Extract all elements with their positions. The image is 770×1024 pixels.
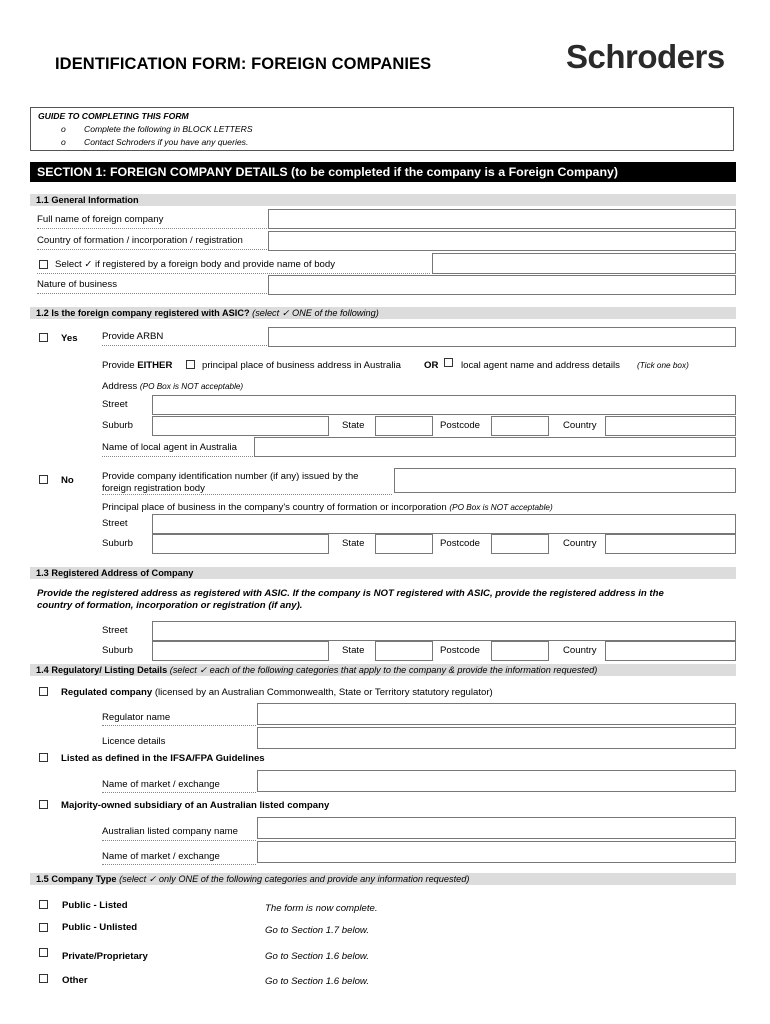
guide-heading: GUIDE TO COMPLETING THIS FORM [38,111,189,121]
divider [37,273,430,274]
schroders-logo: Schroders [566,38,725,75]
foreign-body-input[interactable] [432,253,736,274]
guide-item: Contact Schroders if you have any queries. [84,137,249,147]
country-input[interactable] [605,416,736,436]
divider [102,840,256,841]
full-name-input[interactable] [268,209,736,229]
suburb-label: Suburb [102,538,133,549]
section-1-2-title: 1.2 Is the foreign company registered with ASIC? [36,308,250,318]
state-input[interactable] [375,534,433,554]
street-input[interactable] [152,514,736,534]
type-note: Go to Section 1.6 below. [265,951,369,962]
regulator-name-input[interactable] [257,703,736,725]
bullet: o [61,137,66,147]
yes-checkbox[interactable] [39,333,48,342]
regulated-label: Regulated company [61,687,153,698]
type-label: Other [62,975,88,986]
type-checkbox[interactable] [39,923,48,932]
postcode-input[interactable] [491,534,549,554]
aus-listed-input[interactable] [257,817,736,839]
arbn-label: Provide ARBN [102,331,164,342]
provide-text: Provide [102,360,135,371]
nature-input[interactable] [268,275,736,295]
either-text: EITHER [137,360,173,371]
ppb-checkbox[interactable] [186,360,195,369]
company-id-input[interactable] [394,468,736,493]
type-note: Go to Section 1.6 below. [265,976,369,987]
ppb-label: principal place of business address in Australia [202,360,401,371]
country-label: Country [563,538,597,549]
divider [102,792,256,793]
street-input[interactable] [152,621,736,641]
section-1-1-header: 1.1 General Information [30,194,736,206]
no-label: No [61,475,74,486]
section-1-4-title: 1.4 Regulatory/ Listing Details [36,665,168,675]
state-input[interactable] [375,641,433,661]
divider [37,293,267,294]
tick-one-note: (Tick one box) [637,361,689,370]
type-checkbox[interactable] [39,948,48,957]
licence-input[interactable] [257,727,736,749]
suburb-input[interactable] [152,641,329,661]
type-label: Public - Listed [62,900,128,911]
majority-label: Majority-owned subsidiary of an Australian listed company [61,800,330,811]
postcode-input[interactable] [491,416,549,436]
local-agent-label: Name of local agent in Australia [102,442,237,453]
yes-label: Yes [61,333,78,344]
nature-label: Nature of business [37,279,117,290]
section-1-5-header [30,873,736,885]
address-label: Address [102,381,138,392]
country-input[interactable] [605,534,736,554]
agent-checkbox[interactable] [444,358,453,367]
country-label: Country [563,420,597,431]
majority-checkbox[interactable] [39,800,48,809]
divider [37,249,267,250]
postcode-input[interactable] [491,641,549,661]
ppb-formation-line [102,502,553,513]
country-input[interactable] [605,641,736,661]
postcode-label: Postcode [440,645,481,656]
aus-listed-label: Australian listed company name [102,826,238,837]
ppb-formation-label: Principal place of business in the company's country of formation or incorporation [102,502,447,513]
local-agent-input[interactable] [254,437,736,457]
state-label: State [342,420,365,431]
type-label: Public - Unlisted [62,922,138,933]
section-1-5-title: 1.5 Company Type [36,874,117,884]
postcode-label: Postcode [440,420,481,431]
suburb-input[interactable] [152,416,329,436]
listed-label: Listed as defined in the IFSA/FPA Guidelines [61,753,265,764]
market-input[interactable] [257,770,736,792]
divider [37,228,267,229]
full-name-label: Full name of foreign company [37,214,164,225]
street-label: Street [102,625,128,636]
or-label: OR [424,360,439,371]
foreign-body-checkbox[interactable] [39,260,48,269]
po-box-note: (PO Box is NOT acceptable) [139,382,244,391]
page-title: IDENTIFICATION FORM: FOREIGN COMPANIES [55,55,432,73]
regulated-note: (licensed by an Australian Commonwealth, State or Territory statutory regulator) [154,687,493,698]
guide-box [30,107,734,151]
address-line [102,381,243,392]
registered-note-2: country of formation, incorporation or registration (if any). [37,600,303,611]
street-label: Street [102,518,128,529]
state-input[interactable] [375,416,433,436]
section-1-2-header [30,307,736,319]
provide-either-line [102,360,172,371]
section-1-5-note: (select ✓ only ONE of the following categories and provide any information requested) [119,874,470,884]
section-1-2-note: (select ✓ ONE of the following) [252,308,379,318]
type-checkbox[interactable] [39,974,48,983]
regulated-checkbox[interactable] [39,687,48,696]
country-label: Country of formation / incorporation / registration [37,235,243,246]
section-1-4-header [30,664,736,676]
divider [102,456,253,457]
section-1-4-note: (select ✓ each of the following categories that apply to the company & provide the information requested) [169,665,598,675]
bullet: o [61,124,66,134]
divider [102,725,256,726]
divider [102,345,267,346]
type-note: Go to Section 1.7 below. [265,925,369,936]
company-id-label: Provide company identification number (if any) issued by the [102,471,359,482]
licence-label: Licence details [102,736,166,747]
type-note: The form is now complete. [265,903,378,914]
po-box-note: (PO Box is NOT acceptable) [449,503,553,512]
no-checkbox[interactable] [39,475,48,484]
guide-item: Complete the following in BLOCK LETTERS [84,124,253,134]
street-label: Street [102,399,128,410]
type-checkbox[interactable] [39,900,48,909]
state-label: State [342,645,365,656]
state-label: State [342,538,365,549]
arbn-input[interactable] [268,327,736,347]
suburb-label: Suburb [102,645,133,656]
listed-checkbox[interactable] [39,753,48,762]
country-input[interactable] [268,231,736,251]
market-label: Name of market / exchange [102,851,220,862]
select-body-label: Select ✓ if registered by a foreign body and provide name of body [55,259,336,270]
divider [102,864,256,865]
type-label: Private/Proprietary [62,951,148,962]
suburb-input[interactable] [152,534,329,554]
regulated-line [61,687,493,698]
street-input[interactable] [152,395,736,415]
agent-label: local agent name and address details [461,360,620,371]
postcode-label: Postcode [440,538,481,549]
section-1-3-header: 1.3 Registered Address of Company [30,567,736,579]
market-label: Name of market / exchange [102,779,220,790]
suburb-label: Suburb [102,420,133,431]
country-label: Country [563,645,597,656]
market-input[interactable] [257,841,736,863]
section-1-header: SECTION 1: FOREIGN COMPANY DETAILS (to be completed if the company is a Foreign Company) [30,162,736,182]
registered-note: Provide the registered address as registered with ASIC. If the company is NOT registered with ASIC, provide the registered address in the [37,588,664,599]
company-id-label-2: foreign registration body [102,483,205,494]
regulator-name-label: Regulator name [102,712,171,723]
divider [102,494,392,495]
